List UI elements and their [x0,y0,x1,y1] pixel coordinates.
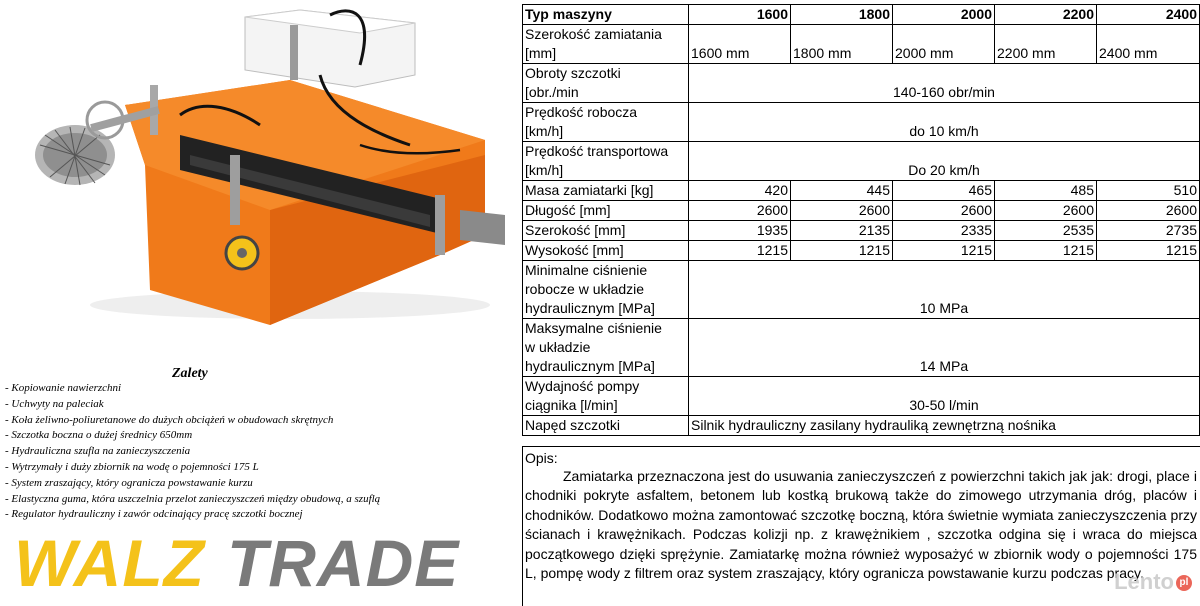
row-label: Obroty szczotki [obr./min [523,64,689,103]
table-row [523,142,1200,181]
table-row [523,319,1200,377]
table-row [523,241,1200,261]
row-label: Długość [mm] [523,201,689,221]
list-item: - Wytrzymały i duży zbiornik na wodę o pojemności 175 L [5,460,259,473]
table-row [523,103,1200,142]
table-row [523,416,1200,436]
table-cell: 2000 mm [893,25,995,64]
machine-type-label: Typ maszyny [523,5,689,25]
logo-word-trade: TRADE [226,526,460,600]
table-cell: 2400 mm [1097,25,1200,64]
table-cell: 14 MPa [689,319,1200,377]
list-item: - Regulator hydrauliczny i zawór odcinający pracę szczotki bocznej [5,508,303,521]
model-header: 1800 [791,5,893,25]
row-label: Masa zamiatarki [kg] [523,181,689,201]
row-label: Wydajność pompy ciągnika [l/min] [523,377,689,416]
table-cell: 1215 [689,241,791,261]
advantages-list [5,381,380,523]
row-label: Prędkość transportowa [km/h] [523,142,689,181]
list-item: - Kopiowanie nawierzchni [5,382,122,394]
table-cell: 2135 [791,221,893,241]
spec-table [522,4,1200,436]
table-cell: 445 [791,181,893,201]
table-row [523,64,1200,103]
table-row [523,25,1200,64]
walz-trade-logo [14,528,459,598]
table-cell: do 10 km/h [689,103,1200,142]
table-cell: 1215 [995,241,1097,261]
advantages-title: Zalety [172,366,208,381]
description-text: Zamiatarka przeznaczona jest do usuwania zanieczyszczeń z powierzchni takich jak jak: drogi, place i chodniki pokryte asfaltem, betonem lub kostką brukową także do zimowego utrzymania dróg, placów i chodników. Dodatkowo można zamontować szczotkę boczną, która świetnie wymiata zanieczyszczenia przy ścianach i krawężnikach. Podczas kolizji np. z krawężnikiem , szczotka odgina się i wraca do miejsca początkowego dzięki sprężynie. Zamiatarkę można również wyposażyć w zbiornik wody o pojemności 175 L, pompę wody z filtrem oraz system zraszający, który ogranicza powstawanie kurzu podczas pracy. [525,468,1197,582]
model-header: 2400 [1097,5,1200,25]
table-cell: 1215 [791,241,893,261]
model-header: 2200 [995,5,1097,25]
table-cell: 2600 [893,201,995,221]
row-label: Prędkość robocza [km/h] [523,103,689,142]
lento-watermark [1114,569,1192,595]
table-cell: Silnik hydrauliczny zasilany hydrauliką zewnętrzną nośnika [689,416,1200,436]
description-box [522,446,1200,606]
list-item: - Szczotka boczna o dużej średnicy 650mm [5,429,193,442]
list-item: - Koła żeliwno-poliuretanowe do dużych obciążeń w obudowach skrętnych [5,413,334,426]
table-cell: 1215 [893,241,995,261]
table-cell: 10 MPa [689,261,1200,319]
table-cell: 2600 [689,201,791,221]
row-label: Napęd szczotki [523,416,689,436]
list-item: - Hydrauliczna szufla na zanieczyszczenia [5,445,191,458]
row-label: Szerokość zamiatania [mm] [523,25,689,64]
table-cell: 2600 [995,201,1097,221]
table-cell: 1600 mm [689,25,791,64]
table-cell: 2535 [995,221,1097,241]
table-cell: 1935 [689,221,791,241]
table-cell: 1800 mm [791,25,893,64]
logo-word-walz: WALZ [14,526,205,600]
table-cell: 1215 [1097,241,1200,261]
table-cell: 510 [1097,181,1200,201]
list-item: - System zraszający, który ogranicza powstawanie kurzu [5,476,253,489]
list-item: - Elastyczna guma, która uszczelnia przelot zanieczyszczeń między obudową, a szuflą [5,492,381,505]
row-label: Szerokość [mm] [523,221,689,241]
table-row [523,5,1200,25]
row-label: Minimalne ciśnienie robocze w układzie hydraulicznym [MPa] [523,261,689,319]
model-header: 1600 [689,5,791,25]
watermark-badge: pl [1176,575,1192,591]
table-cell: 2735 [1097,221,1200,241]
spec-panel [522,0,1200,605]
table-row [523,201,1200,221]
table-cell: 2200 mm [995,25,1097,64]
table-cell: 420 [689,181,791,201]
description-label: Opis: [525,450,558,466]
table-cell: 2600 [1097,201,1200,221]
table-cell: 2600 [791,201,893,221]
table-row [523,377,1200,416]
row-label: Maksymalne ciśnienie w układzie hydraulicznym [MPa] [523,319,689,377]
table-cell: 2335 [893,221,995,241]
table-cell: 30-50 l/min [689,377,1200,416]
model-header: 2000 [893,5,995,25]
table-cell: Do 20 km/h [689,142,1200,181]
left-panel [0,0,520,605]
table-cell: 465 [893,181,995,201]
row-label: Wysokość [mm] [523,241,689,261]
list-item: - Uchwyty na paleciak [5,397,104,410]
table-cell: 485 [995,181,1097,201]
watermark-text: Lento [1114,569,1174,594]
sweeper-machine-image [30,5,515,335]
table-row [523,181,1200,201]
table-cell: 140-160 obr/min [689,64,1200,103]
table-row [523,221,1200,241]
table-row [523,261,1200,319]
